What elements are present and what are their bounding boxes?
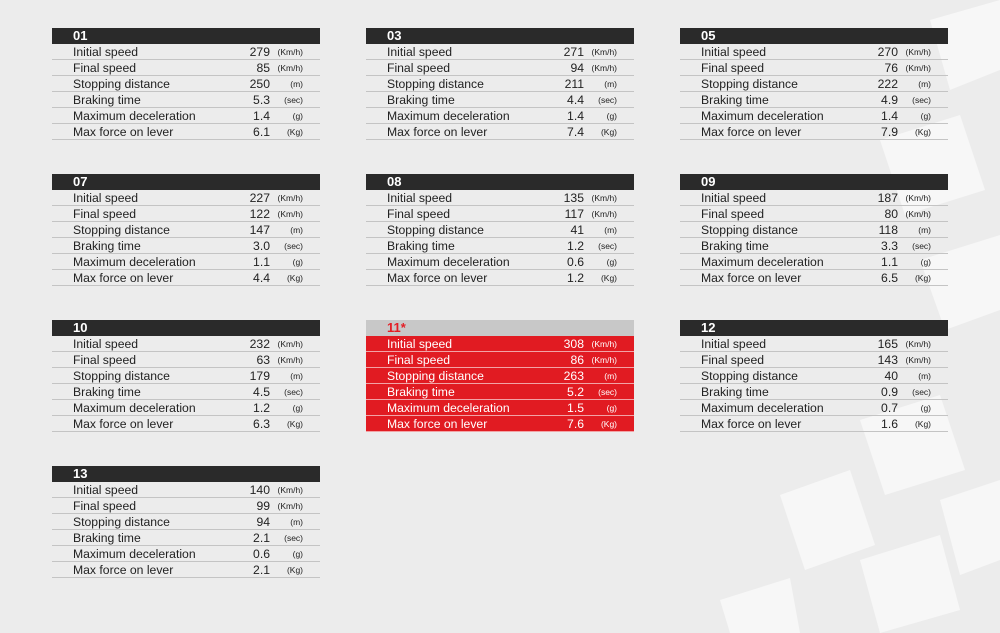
row-value: 1.4: [253, 108, 270, 123]
row-value: 308: [563, 336, 584, 351]
row-label: Braking time: [73, 238, 141, 253]
row-label: Maximum deceleration: [701, 400, 824, 415]
table-row: [52, 498, 320, 514]
table-row: [52, 238, 320, 254]
session-panel: [52, 466, 320, 578]
row-label: Max force on lever: [73, 124, 174, 139]
table-row: [52, 352, 320, 368]
panel-title: 03: [366, 28, 634, 44]
row-value: 4.5: [253, 384, 270, 399]
row-unit: (sec): [912, 240, 931, 251]
row-value: 0.7: [881, 400, 898, 415]
row-value: 279: [249, 44, 270, 59]
table-row: [680, 76, 948, 92]
row-unit: (sec): [598, 386, 617, 397]
row-value: 222: [877, 76, 898, 91]
table-row: [52, 206, 320, 222]
row-label: Final speed: [73, 498, 137, 513]
session-panel: [366, 174, 634, 286]
table-row: [680, 238, 948, 254]
row-value: 80: [884, 206, 898, 221]
row-value: 1.2: [253, 400, 270, 415]
table-row: [366, 384, 634, 400]
row-label: Stopping distance: [73, 368, 170, 383]
row-unit: (g): [292, 110, 303, 121]
row-value: 187: [877, 190, 898, 205]
row-label: Max force on lever: [73, 416, 174, 431]
panel-title: 12: [680, 320, 948, 336]
panel-title: 09: [680, 174, 948, 190]
row-unit: (Km/h): [591, 208, 617, 219]
table-row: [52, 60, 320, 76]
row-label: Final speed: [73, 60, 137, 75]
table-row: [366, 108, 634, 124]
table-row: [52, 384, 320, 400]
row-label: Braking time: [387, 384, 455, 399]
row-label: Initial speed: [387, 336, 453, 351]
row-unit: (g): [920, 110, 931, 121]
row-value: 271: [563, 44, 584, 59]
row-value: 1.1: [253, 254, 270, 269]
row-label: Maximum deceleration: [73, 546, 196, 561]
row-unit: (Km/h): [277, 354, 303, 365]
table-row: [52, 92, 320, 108]
row-label: Braking time: [73, 530, 141, 545]
table-row: [366, 238, 634, 254]
row-label: Max force on lever: [387, 124, 488, 139]
table-row: [366, 124, 634, 140]
row-unit: (Kg): [286, 564, 303, 575]
row-value: 7.9: [881, 124, 898, 139]
row-unit: (Km/h): [591, 192, 617, 203]
row-value: 122: [249, 206, 270, 221]
table-row: [680, 352, 948, 368]
row-value: 1.2: [567, 270, 584, 285]
row-label: Stopping distance: [387, 368, 484, 383]
row-value: 232: [249, 336, 270, 351]
row-value: 0.9: [881, 384, 898, 399]
panel-title: 13: [52, 466, 320, 482]
session-panel: [52, 320, 320, 432]
row-label: Stopping distance: [387, 76, 484, 91]
row-label: Max force on lever: [701, 270, 802, 285]
row-value: 7.6: [567, 416, 584, 431]
row-label: Braking time: [701, 384, 769, 399]
row-unit: (g): [606, 110, 617, 121]
row-value: 118: [878, 222, 898, 237]
row-value: 5.2: [567, 384, 584, 399]
row-label: Stopping distance: [387, 222, 484, 237]
row-unit: (g): [606, 256, 617, 267]
row-label: Braking time: [73, 92, 141, 107]
table-row: [52, 482, 320, 498]
row-label: Initial speed: [387, 190, 453, 205]
table-row: [366, 352, 634, 368]
row-value: 147: [249, 222, 270, 237]
table-row: [366, 368, 634, 384]
row-label: Final speed: [73, 206, 137, 221]
table-row: [52, 336, 320, 352]
row-value: 76: [884, 60, 898, 75]
table-row: [680, 416, 948, 432]
row-value: 1.4: [567, 108, 584, 123]
row-label: Stopping distance: [701, 76, 798, 91]
panel-title: 05: [680, 28, 948, 44]
row-value: 2.1: [253, 530, 270, 545]
row-label: Maximum deceleration: [73, 254, 196, 269]
table-row: [680, 190, 948, 206]
row-value: 99: [256, 498, 270, 513]
panel-title: 07: [52, 174, 320, 190]
row-unit: (Km/h): [905, 62, 931, 73]
session-panel: [680, 174, 948, 286]
row-unit: (Kg): [600, 126, 617, 137]
row-label: Stopping distance: [73, 222, 170, 237]
table-row: [52, 124, 320, 140]
row-unit: (Km/h): [277, 62, 303, 73]
row-label: Final speed: [701, 206, 765, 221]
row-value: 1.2: [567, 238, 584, 253]
table-row: [366, 60, 634, 76]
row-label: Maximum deceleration: [701, 108, 824, 123]
row-unit: (sec): [598, 240, 617, 251]
row-label: Max force on lever: [701, 124, 802, 139]
table-row: [52, 254, 320, 270]
row-unit: (Km/h): [591, 338, 617, 349]
session-panel: [680, 320, 948, 432]
table-row: [680, 92, 948, 108]
row-value: 165: [877, 336, 898, 351]
row-label: Stopping distance: [701, 222, 798, 237]
row-label: Initial speed: [701, 336, 767, 351]
table-row: [366, 336, 634, 352]
row-unit: (Km/h): [277, 484, 303, 495]
row-value: 63: [256, 352, 270, 367]
row-label: Maximum deceleration: [387, 108, 510, 123]
row-unit: (sec): [598, 94, 617, 105]
table-row: [366, 206, 634, 222]
row-label: Final speed: [73, 352, 137, 367]
row-value: 0.6: [253, 546, 270, 561]
row-unit: (Kg): [286, 272, 303, 283]
table-row: [366, 44, 634, 60]
row-value: 94: [256, 514, 270, 529]
row-label: Final speed: [701, 352, 765, 367]
row-label: Initial speed: [73, 336, 139, 351]
row-label: Max force on lever: [73, 270, 174, 285]
row-unit: (Kg): [600, 272, 617, 283]
table-row: [52, 530, 320, 546]
panel-title: 01: [52, 28, 320, 44]
row-unit: (Km/h): [277, 338, 303, 349]
row-label: Initial speed: [73, 190, 139, 205]
row-unit: (Km/h): [905, 338, 931, 349]
row-unit: (Kg): [914, 126, 931, 137]
row-label: Initial speed: [73, 44, 139, 59]
row-label: Initial speed: [73, 482, 139, 497]
row-value: 211: [564, 76, 584, 91]
row-label: Initial speed: [387, 44, 453, 59]
row-unit: (m): [604, 370, 617, 381]
row-value: 179: [249, 368, 270, 383]
table-row: [52, 270, 320, 286]
row-unit: (g): [920, 402, 931, 413]
row-value: 143: [877, 352, 898, 367]
table-row: [680, 368, 948, 384]
row-label: Maximum deceleration: [73, 108, 196, 123]
row-unit: (Kg): [286, 418, 303, 429]
row-label: Braking time: [701, 238, 769, 253]
row-value: 6.5: [881, 270, 898, 285]
row-unit: (Km/h): [277, 192, 303, 203]
row-value: 2.1: [253, 562, 270, 577]
table-row: [680, 400, 948, 416]
row-value: 0.6: [567, 254, 584, 269]
row-value: 4.4: [567, 92, 584, 107]
row-value: 135: [563, 190, 584, 205]
row-label: Stopping distance: [73, 76, 170, 91]
row-value: 4.9: [881, 92, 898, 107]
panel-title: 11*: [366, 320, 634, 336]
row-unit: (m): [290, 224, 303, 235]
row-label: Maximum deceleration: [387, 400, 510, 415]
row-value: 227: [249, 190, 270, 205]
table-row: [366, 270, 634, 286]
row-label: Max force on lever: [701, 416, 802, 431]
row-value: 263: [563, 368, 584, 383]
row-label: Max force on lever: [73, 562, 174, 577]
row-unit: (sec): [284, 532, 303, 543]
row-label: Braking time: [73, 384, 141, 399]
row-unit: (Kg): [600, 418, 617, 429]
row-value: 117: [564, 206, 584, 221]
row-label: Maximum deceleration: [73, 400, 196, 415]
session-panel: [52, 28, 320, 140]
session-panel-highlighted: [366, 320, 634, 432]
row-unit: (Km/h): [905, 46, 931, 57]
table-row: [680, 124, 948, 140]
table-row: [680, 206, 948, 222]
row-unit: (Km/h): [591, 46, 617, 57]
row-value: 3.3: [881, 238, 898, 253]
table-row: [366, 92, 634, 108]
row-label: Stopping distance: [73, 514, 170, 529]
row-value: 3.0: [253, 238, 270, 253]
row-value: 250: [249, 76, 270, 91]
table-row: [52, 368, 320, 384]
row-value: 6.1: [253, 124, 270, 139]
row-unit: (g): [920, 256, 931, 267]
row-label: Max force on lever: [387, 416, 488, 431]
row-value: 40: [884, 368, 898, 383]
row-value: 4.4: [253, 270, 270, 285]
row-value: 5.3: [253, 92, 270, 107]
table-row: [52, 416, 320, 432]
row-unit: (g): [292, 402, 303, 413]
panel-title: 10: [52, 320, 320, 336]
row-value: 6.3: [253, 416, 270, 431]
row-label: Final speed: [387, 60, 451, 75]
row-unit: (Kg): [914, 272, 931, 283]
table-row: [680, 384, 948, 400]
row-label: Initial speed: [701, 44, 767, 59]
row-unit: (sec): [912, 386, 931, 397]
row-value: 7.4: [567, 124, 584, 139]
table-row: [52, 400, 320, 416]
table-row: [680, 336, 948, 352]
row-unit: (Km/h): [277, 208, 303, 219]
table-row: [366, 254, 634, 270]
row-unit: (m): [604, 78, 617, 89]
row-value: 1.4: [881, 108, 898, 123]
row-unit: (Km/h): [591, 62, 617, 73]
row-unit: (Km/h): [277, 500, 303, 511]
row-unit: (sec): [284, 94, 303, 105]
table-row: [680, 254, 948, 270]
row-unit: (m): [918, 78, 931, 89]
table-row: [366, 76, 634, 92]
row-label: Stopping distance: [701, 368, 798, 383]
row-label: Braking time: [387, 238, 455, 253]
session-panel: [52, 174, 320, 286]
table-row: [366, 190, 634, 206]
row-unit: (m): [290, 516, 303, 527]
table-row: [52, 562, 320, 578]
row-label: Final speed: [387, 206, 451, 221]
row-label: Braking time: [387, 92, 455, 107]
row-value: 140: [249, 482, 270, 497]
row-unit: (Km/h): [905, 354, 931, 365]
row-value: 94: [570, 60, 584, 75]
table-row: [52, 514, 320, 530]
row-unit: (sec): [912, 94, 931, 105]
row-label: Final speed: [387, 352, 451, 367]
row-value: 86: [570, 352, 584, 367]
row-label: Final speed: [701, 60, 765, 75]
row-unit: (g): [292, 548, 303, 559]
row-unit: (Km/h): [905, 208, 931, 219]
row-unit: (m): [290, 370, 303, 381]
session-panel: [366, 28, 634, 140]
table-row: [680, 108, 948, 124]
row-unit: (g): [606, 402, 617, 413]
table-row: [52, 222, 320, 238]
row-label: Maximum deceleration: [701, 254, 824, 269]
table-row: [52, 44, 320, 60]
row-unit: (sec): [284, 386, 303, 397]
row-value: 1.1: [881, 254, 898, 269]
row-value: 1.5: [567, 400, 584, 415]
table-row: [680, 44, 948, 60]
row-value: 85: [256, 60, 270, 75]
table-row: [680, 222, 948, 238]
row-unit: (Km/h): [591, 354, 617, 365]
table-row: [680, 270, 948, 286]
row-unit: (m): [918, 370, 931, 381]
table-row: [366, 400, 634, 416]
row-label: Braking time: [701, 92, 769, 107]
session-panel: [680, 28, 948, 140]
row-label: Initial speed: [701, 190, 767, 205]
table-row: [52, 546, 320, 562]
table-row: [366, 222, 634, 238]
table-row: [52, 76, 320, 92]
row-unit: (Km/h): [277, 46, 303, 57]
row-unit: (sec): [284, 240, 303, 251]
table-row: [52, 108, 320, 124]
table-row: [52, 190, 320, 206]
row-label: Max force on lever: [387, 270, 488, 285]
row-unit: (m): [290, 78, 303, 89]
row-unit: (Km/h): [905, 192, 931, 203]
row-unit: (Kg): [286, 126, 303, 137]
row-unit: (m): [918, 224, 931, 235]
panel-title: 08: [366, 174, 634, 190]
row-unit: (m): [604, 224, 617, 235]
table-row: [366, 416, 634, 432]
row-value: 1.6: [881, 416, 898, 431]
row-unit: (g): [292, 256, 303, 267]
row-unit: (Kg): [914, 418, 931, 429]
row-label: Maximum deceleration: [387, 254, 510, 269]
row-value: 41: [570, 222, 584, 237]
row-value: 270: [877, 44, 898, 59]
table-row: [680, 60, 948, 76]
